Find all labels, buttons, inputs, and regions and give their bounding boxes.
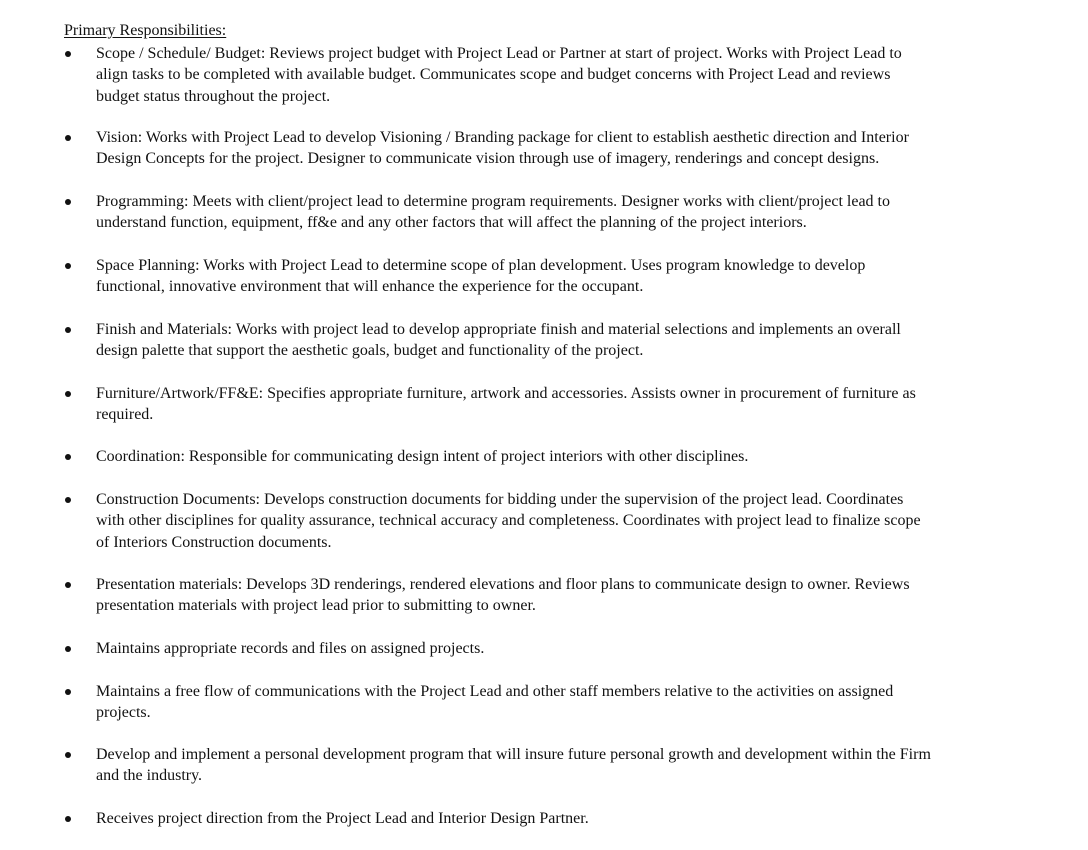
- list-item-text: Develop and implement a personal development program that will insure future personal growth and development within the Firm and the industry.: [96, 746, 931, 785]
- bullet-icon: [65, 752, 71, 758]
- bullet-icon: [65, 646, 71, 652]
- section-heading: Primary Responsibilities:: [64, 22, 227, 39]
- list-item-text: Programming: Meets with client/project lead to determine program requirements. Designer works with client/project lead to understand function, equipment, ff&e and any other factors that will affect the planning of the project interiors.: [96, 193, 890, 232]
- list-item-text: Construction Documents: Develops construction documents for bidding under the supervision of the project lead. Coordinates with other disciplines for quality assurance, technical accuracy and completeness. Coordinates with project lead to finalize scope of Interiors Construction documents.: [96, 491, 921, 551]
- list-item-text: Scope / Schedule/ Budget: Reviews project budget with Project Lead or Partner at start of project. Works with Project Lead to align tasks to be completed with available budget. Communicates scope and budget concerns with Project Lead and reviews budget status throughout the project.: [96, 45, 902, 105]
- list-item-text: Coordination: Responsible for communicating design intent of project interiors with other disciplines.: [96, 448, 749, 465]
- list-item-text: Maintains appropriate records and files on assigned projects.: [96, 640, 485, 657]
- bullet-icon: [65, 582, 71, 588]
- list-item-text: Finish and Materials: Works with project lead to develop appropriate finish and material selections and implements an overall design palette that support the aesthetic goals, budget and functionality of the project.: [96, 321, 901, 360]
- list-item-text: Furniture/Artwork/FF&E: Specifies appropriate furniture, artwork and accessories. Assists owner in procurement of furniture as required.: [96, 385, 916, 424]
- bullet-icon: [65, 816, 71, 822]
- bullet-icon: [65, 689, 71, 695]
- bullet-icon: [65, 454, 71, 460]
- list-item-text: Space Planning: Works with Project Lead to determine scope of plan development. Uses program knowledge to develop functional, innovative environment that will enhance the experience for the occupant.: [96, 257, 866, 296]
- bullet-icon: [65, 263, 71, 269]
- bullet-icon: [65, 497, 71, 503]
- list-item-text: Maintains a free flow of communications with the Project Lead and other staff members relative to the activities on assigned projects.: [96, 683, 894, 722]
- bullet-icon: [65, 51, 71, 57]
- list-item-text: Vision: Works with Project Lead to develop Visioning / Branding package for client to establish aesthetic direction and Interior Design Concepts for the project. Designer to communicate vision through use of imagery, renderings and concept designs.: [96, 129, 909, 168]
- list-item-text: Receives project direction from the Project Lead and Interior Design Partner.: [96, 810, 589, 827]
- bullet-icon: [65, 135, 71, 141]
- bullet-icon: [65, 327, 71, 333]
- bullet-icon: [65, 199, 71, 205]
- bullet-icon: [65, 391, 71, 397]
- list-item-text: Presentation materials: Develops 3D renderings, rendered elevations and floor plans to communicate design to owner. Reviews presentation materials with project lead prior to submitting to owner.: [96, 576, 910, 615]
